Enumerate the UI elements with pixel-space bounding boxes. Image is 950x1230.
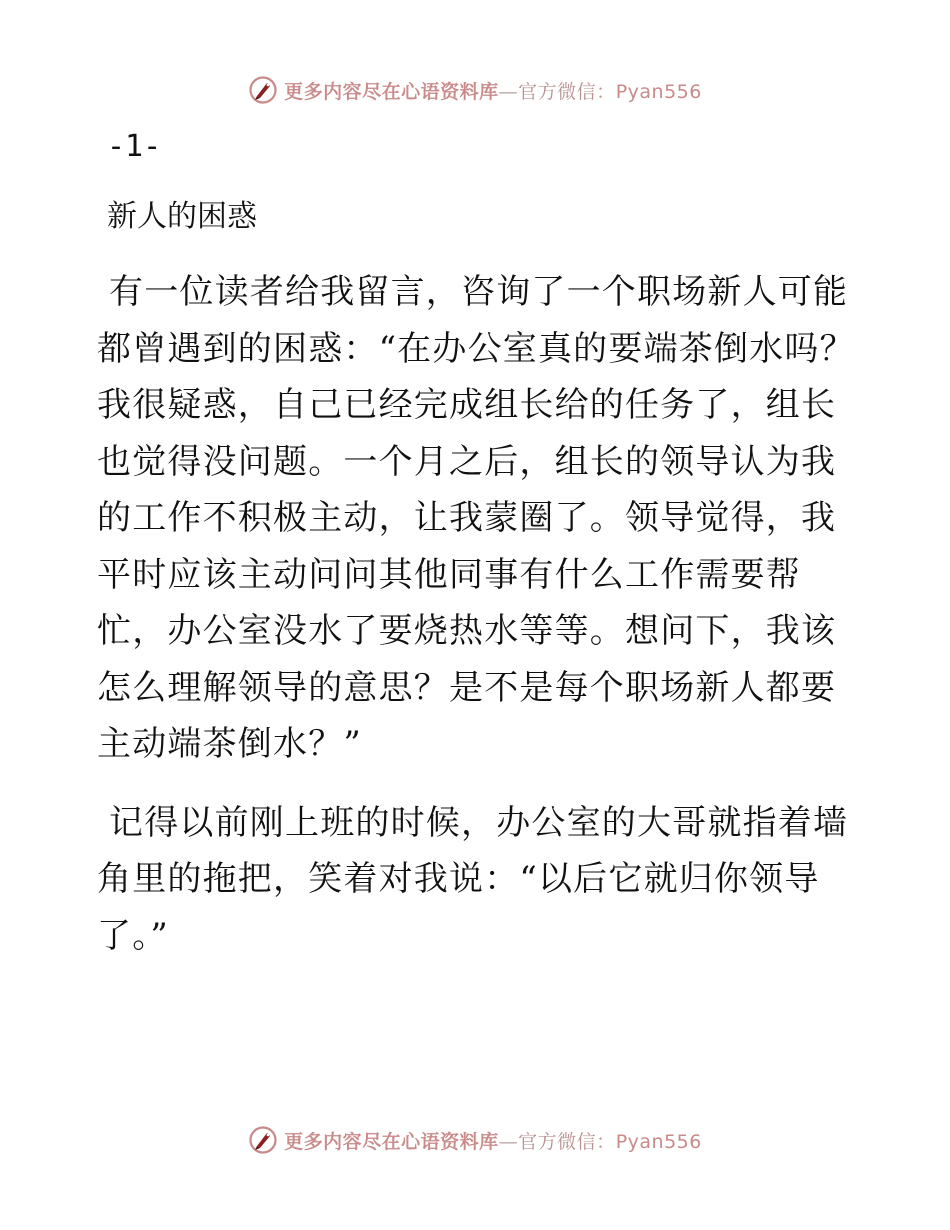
section-heading: 新人的困惑 (107, 199, 257, 234)
footer-banner (0, 1120, 950, 1160)
section-number: -1- (107, 129, 162, 164)
document-body (97, 122, 857, 964)
pen-nib-logo-icon (248, 1125, 278, 1155)
header-banner (0, 70, 950, 110)
pen-nib-logo-icon (248, 75, 278, 105)
banner-text: 更多内容尽在心语资料库—官方微信：Pyan556 (284, 1130, 702, 1153)
paragraph-1: 有一位读者给我留言，咨询了一个职场新人可能都曾遇到的困惑：“在办公室真的要端茶倒水吗？我很疑惑，自己已经完成组长给的任务了，组长也觉得没问题。一个月之后，组长的领导认为我的工作不积极主动，让我蒙圈了。领导觉得，我平时应该主动问问其他同事有什么工作需要帮忙，办公室没水了要烧热水等等。想问下，我该怎么理解领导的意思？是不是每个职场新人都要主动端茶倒水？” (97, 272, 855, 764)
paragraph-2: 记得以前刚上班的时候，办公室的大哥就指着墙角里的拖把，笑着对我说：“以后它就归你领导了。” (97, 802, 849, 956)
banner-text: 更多内容尽在心语资料库—官方微信：Pyan556 (284, 80, 702, 103)
